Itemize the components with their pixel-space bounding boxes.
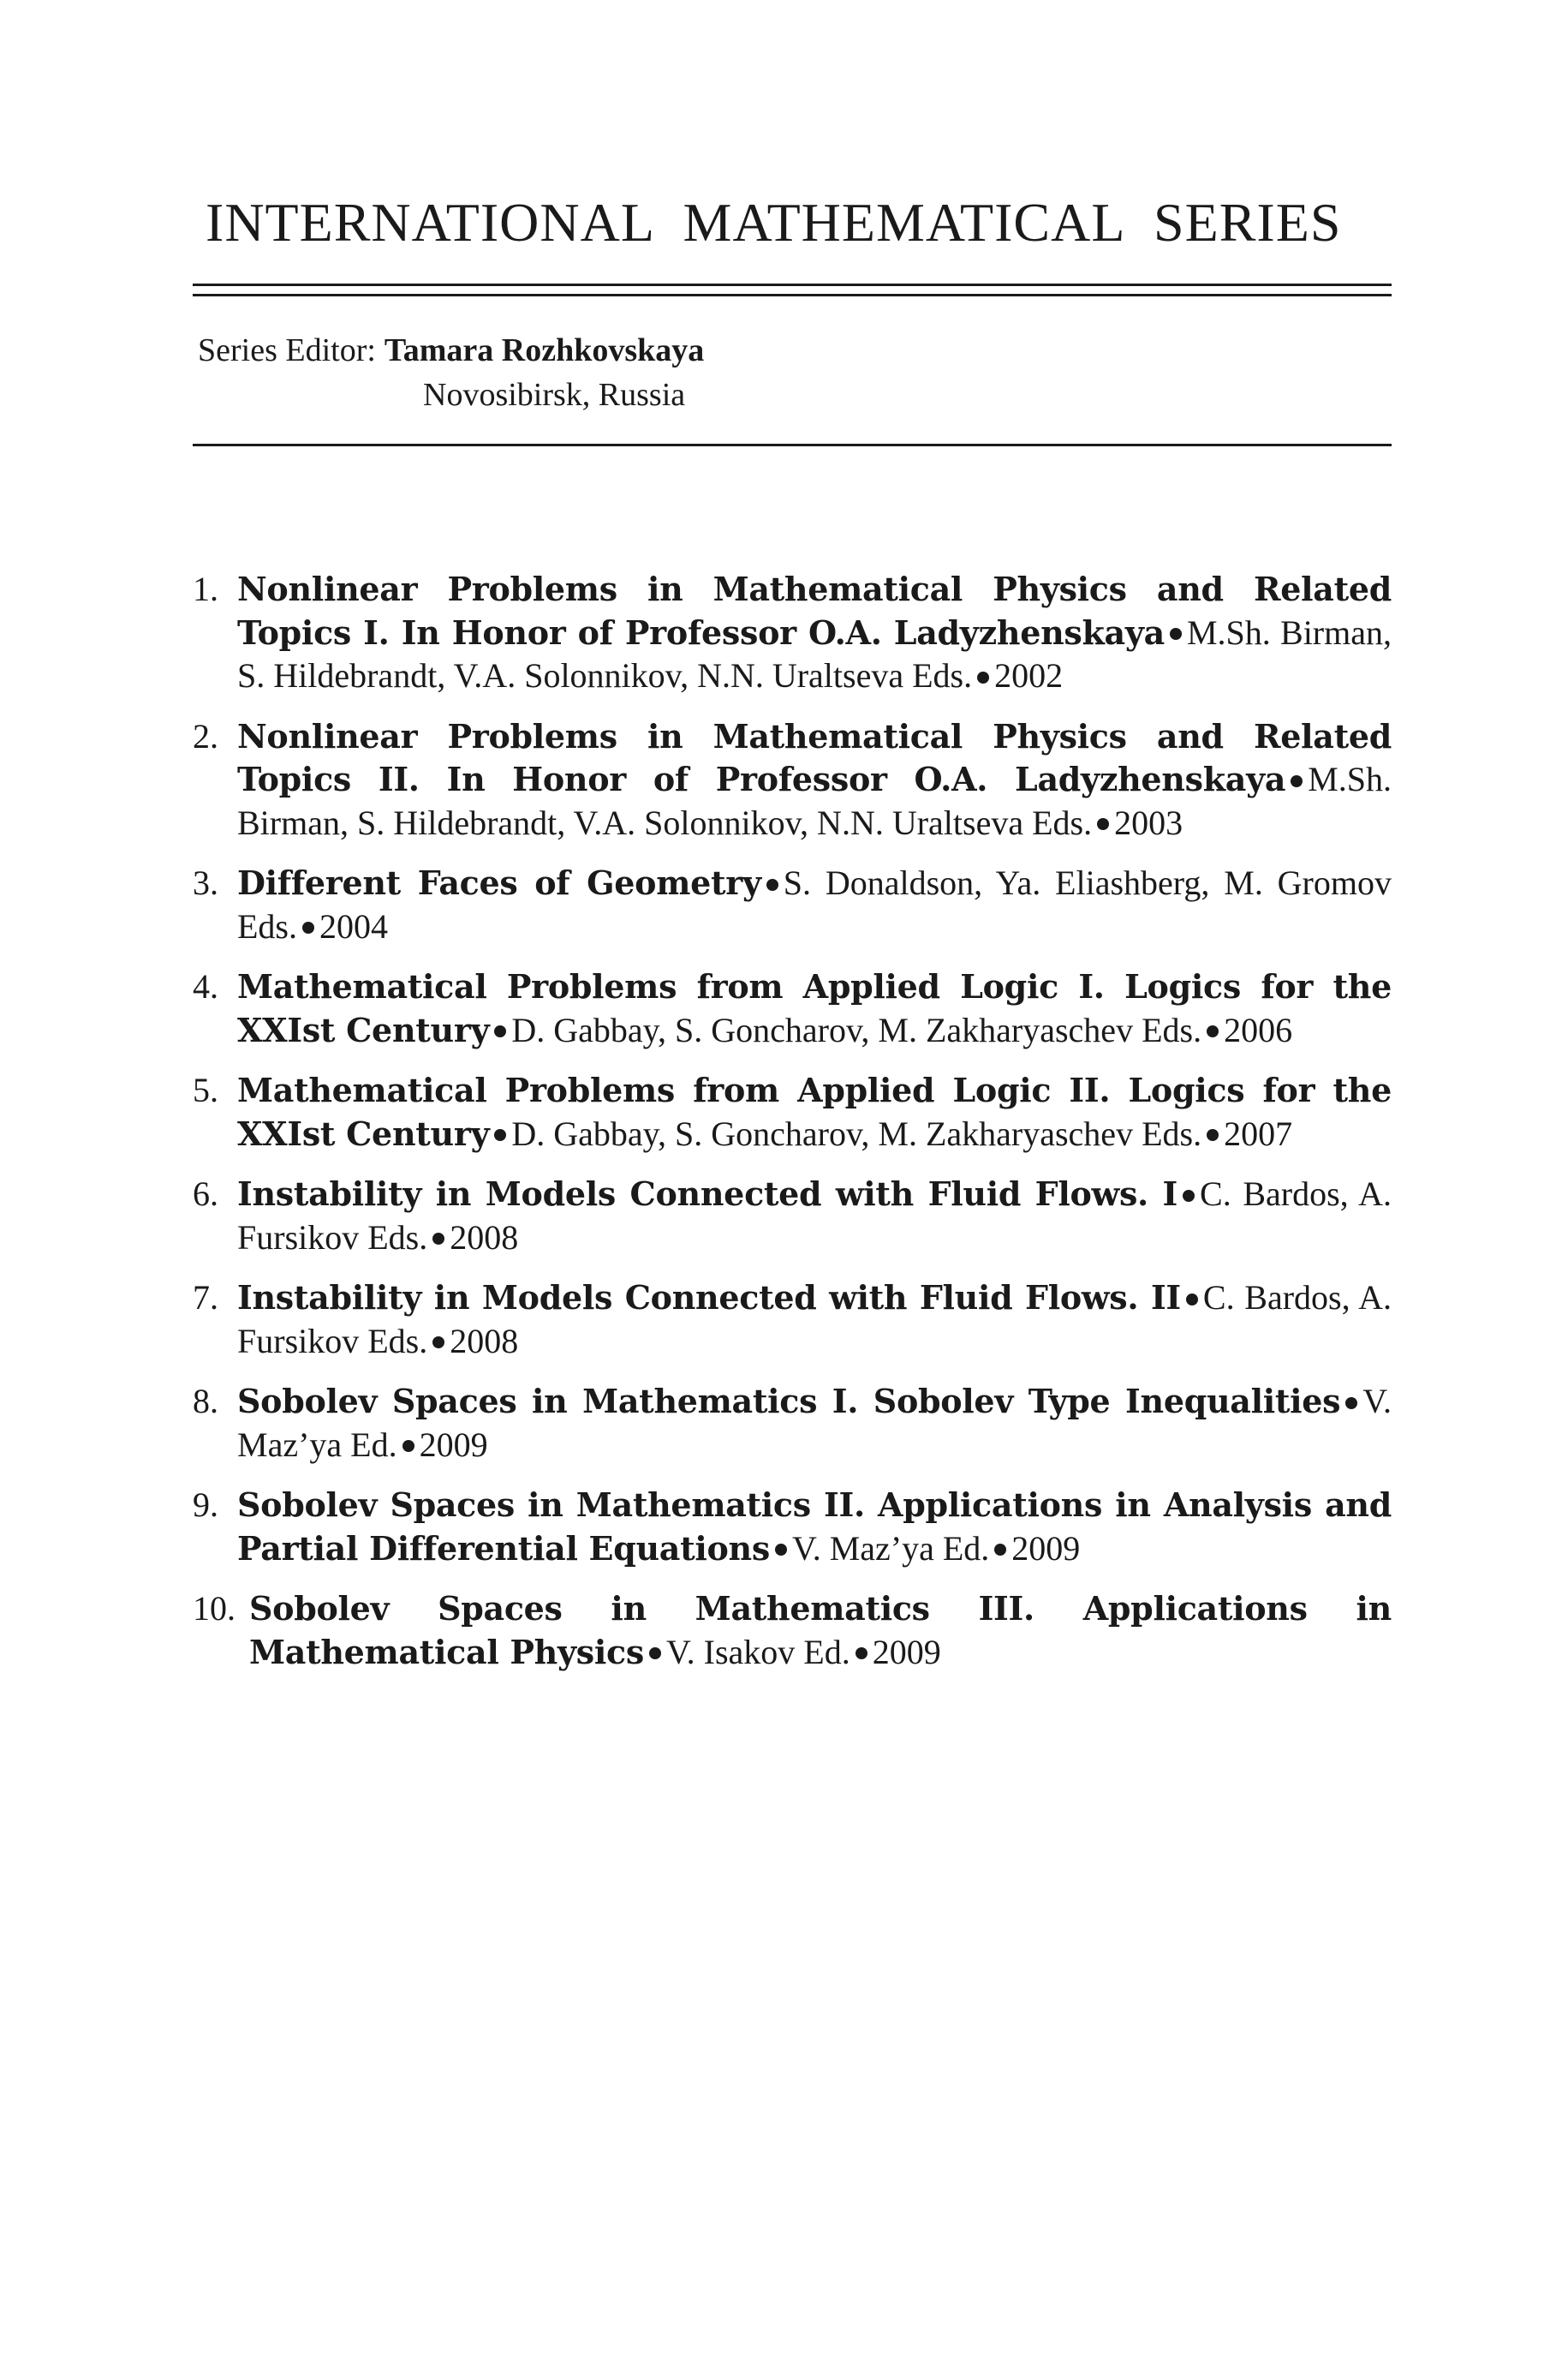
bullet-icon (1170, 628, 1182, 640)
book-year: 2009 (419, 1425, 488, 1464)
book-item (193, 715, 1392, 845)
book-number: 6. (193, 1174, 218, 1213)
book-editors: S. Donaldson, Ya. Eliashberg, M. Gromov Eds. (237, 863, 1392, 946)
book-item (193, 1069, 1392, 1156)
bullet-icon (494, 1129, 506, 1141)
book-item (193, 1173, 1392, 1259)
book-year: 2007 (1224, 1114, 1293, 1153)
book-number: 10. (193, 1589, 235, 1628)
series-title: INTERNATIONAL MATHEMATICAL SERIES (206, 192, 1342, 253)
book-number: 1. (193, 570, 218, 608)
bullet-icon (494, 1025, 506, 1037)
series-editor-name: Tamara Rozhkovskaya (384, 332, 705, 368)
book-title: Nonlinear Problems in Mathematical Physics and Related Topics I. In Honor of Professor O.A. Ladyzhenskaya (237, 570, 1392, 652)
book-title: Mathematical Problems from Applied Logic II. Logics for the XXIst Century (237, 1071, 1392, 1153)
series-editor-location: Novosibirsk, Russia (423, 377, 686, 413)
bullet-icon (775, 1544, 787, 1556)
book-editors: C. Bardos, A. Fursikov Eds. (237, 1278, 1392, 1360)
book-number: 7. (193, 1278, 218, 1317)
book-editors: V. Maz’ya Ed. (237, 1382, 1392, 1464)
book-number: 5. (193, 1071, 218, 1109)
book-editors: V. Isakov Ed. (665, 1632, 850, 1671)
book-editors: V. Maz’ya Ed. (791, 1528, 990, 1568)
bullet-icon (766, 879, 778, 891)
book-year: 2002 (994, 656, 1064, 695)
book-title: Mathematical Problems from Applied Logic I. Logics for the XXIst Century (237, 967, 1392, 1049)
bullet-icon (432, 1233, 444, 1245)
bullet-icon (1207, 1129, 1219, 1141)
book-editors: D. Gabbay, S. Goncharov, M. Zakharyaschev Eds. (511, 1114, 1202, 1153)
bullet-icon (1186, 1294, 1198, 1306)
editor-rule (193, 444, 1392, 446)
book-number: 4. (193, 967, 218, 1006)
series-editor-block (198, 328, 705, 413)
book-number: 9. (193, 1485, 218, 1524)
bullet-icon (1207, 1025, 1219, 1037)
book-number: 3. (193, 863, 218, 902)
book-year: 2008 (450, 1217, 519, 1257)
book-title: Nonlinear Problems in Mathematical Physics and Related Topics II. In Honor of Professor O.A. Ladyzhenskaya (237, 716, 1392, 798)
book-item (193, 1380, 1392, 1467)
book-year: 2009 (1011, 1528, 1081, 1568)
book-title: Different Faces of Geometry (237, 863, 761, 902)
book-editors: C. Bardos, A. Fursikov Eds. (237, 1174, 1392, 1257)
bullet-icon (302, 922, 314, 934)
bullet-icon (1183, 1190, 1195, 1202)
bullet-icon (1097, 818, 1109, 830)
bullet-icon (432, 1336, 444, 1348)
header-rule-top (193, 284, 1392, 286)
book-year: 2004 (319, 906, 388, 946)
series-editor-label: Series Editor: (198, 332, 376, 368)
book-title: Sobolev Spaces in Mathematics II. Applications in Analysis and Partial Differential Equations (237, 1485, 1392, 1568)
book-title: Sobolev Spaces in Mathematics I. Sobolev Type Inequalities (237, 1382, 1341, 1420)
book-item (193, 568, 1392, 698)
book-year: 2006 (1224, 1010, 1293, 1049)
series-page (193, 0, 1392, 2378)
book-number: 8. (193, 1382, 218, 1420)
book-item (193, 965, 1392, 1052)
book-title: Instability in Models Connected with Fluid Flows. II (237, 1278, 1181, 1317)
book-year: 2003 (1114, 803, 1183, 842)
book-item (193, 1276, 1392, 1363)
series-editor-line (198, 328, 704, 373)
book-number: 2. (193, 716, 218, 756)
book-year: 2008 (450, 1321, 519, 1360)
book-title: Sobolev Spaces in Mathematics III. Applications in Mathematical Physics (249, 1589, 1392, 1671)
bullet-icon (402, 1440, 414, 1452)
bullet-icon (649, 1647, 661, 1659)
bullet-icon (977, 672, 989, 684)
bullet-icon (856, 1647, 867, 1659)
book-title: Instability in Models Connected with Fluid Flows. I (237, 1174, 1178, 1213)
book-item (193, 1587, 1392, 1674)
book-item (193, 862, 1392, 948)
book-editors: M.Sh. Birman, S. Hildebrandt, V.A. Solonnikov, N.N. Uraltseva Eds. (237, 612, 1392, 695)
book-editors: M.Sh. Birman, S. Hildebrandt, V.A. Solonnikov, N.N. Uraltseva Eds. (237, 760, 1392, 842)
bullet-icon (1345, 1397, 1357, 1409)
bullet-icon (1291, 775, 1303, 787)
header-rule-bottom (193, 294, 1392, 296)
bullet-icon (994, 1544, 1006, 1556)
book-item (193, 1484, 1392, 1570)
book-list (193, 568, 1392, 1691)
book-editors: D. Gabbay, S. Goncharov, M. Zakharyaschev Eds. (511, 1010, 1202, 1049)
book-year: 2009 (872, 1632, 941, 1671)
